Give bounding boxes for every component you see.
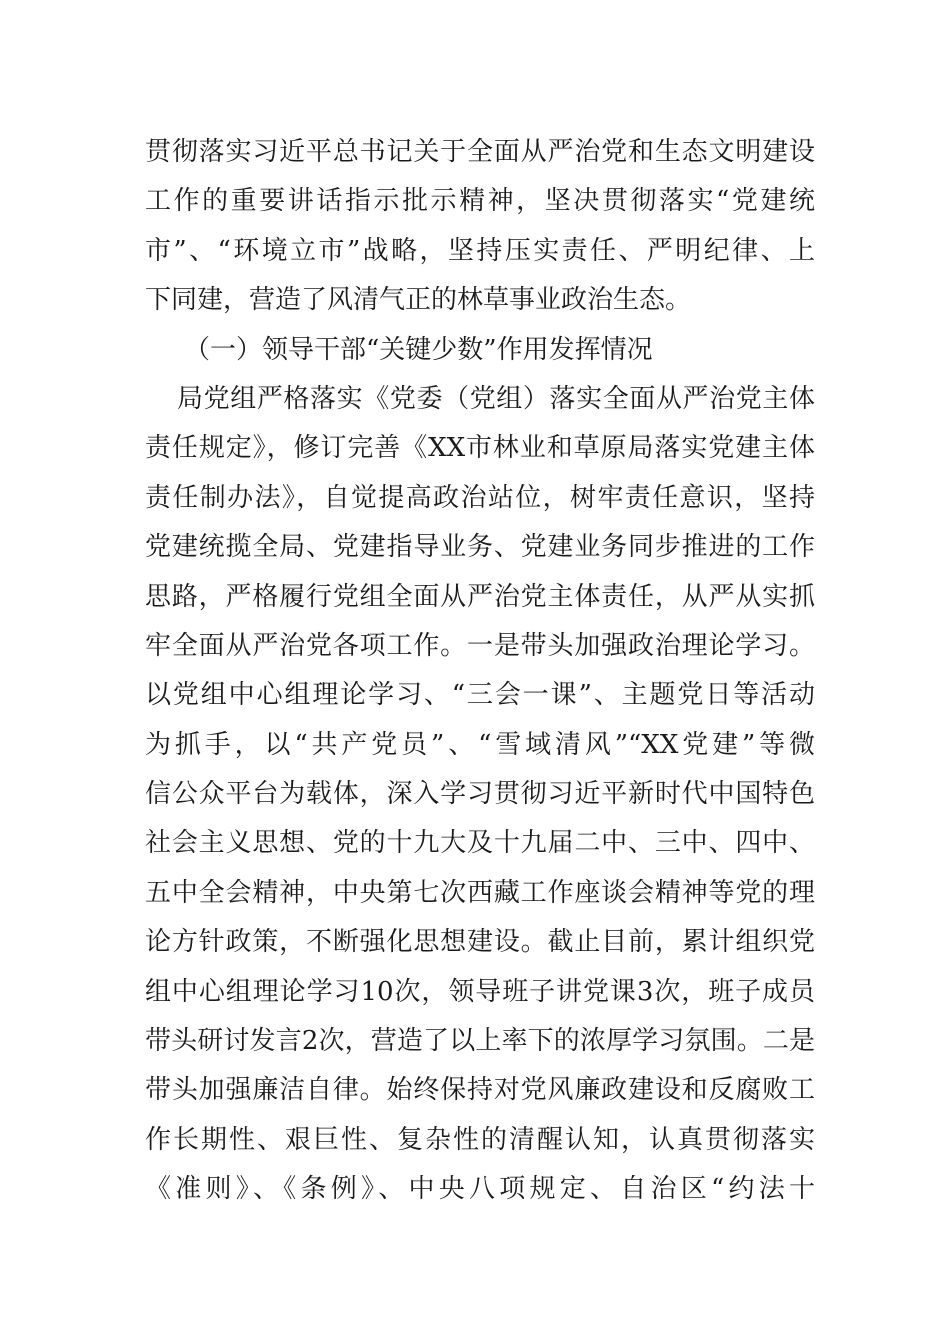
text-line: 责任规定》，修订完善《XX市林业和草原局落实党建主体: [145, 433, 815, 464]
text-line: 组中心组理论学习10次，领导班子讲党课3次，班子成员: [145, 976, 815, 1007]
text-line: 作长期性、艰巨性、复杂性的清醒认知，认真贯彻落实: [145, 1124, 815, 1155]
section-heading: （一）领导干部“关键少数”作用发挥情况: [184, 334, 653, 365]
text-line: 以党组中心组理论学习、“三会一课”、主题党日等活动: [145, 680, 815, 711]
text-line: 下同建，营造了风清气正的林草事业政治生态。: [145, 285, 692, 316]
paragraph-1: [145, 128, 815, 326]
text-line: 局党组严格落实《党委（党组）落实全面从严治党主体: [177, 383, 815, 414]
text-line: 思路，严格履行党组全面从严治党主体责任，从严从实抓: [145, 581, 815, 612]
text-line: 社会主义思想、党的十九大及十九届二中、三中、四中、: [145, 828, 815, 859]
text-line: 为抓手，以“共产党员”、“雪域清风”“XX党建”等微: [145, 729, 815, 760]
text-line: 五中全会精神，中央第七次西藏工作座谈会精神等党的理: [145, 877, 815, 908]
text-line: 带头研讨发言2次，营造了以上率下的浓厚学习氛围。二是: [145, 1026, 815, 1057]
text-line: 工作的重要讲话指示批示精神，坚决贯彻落实“党建统: [145, 186, 815, 217]
text-line: 贯彻落实习近平总书记关于全面从严治党和生态文明建设: [145, 137, 815, 167]
text-line: 《准则》、《条例》、中央八项规定、自治区“约法十: [145, 1174, 815, 1205]
paragraph-2: [145, 375, 815, 1215]
text-line: 论方针政策，不断强化思想建设。截止目前，累计组织党: [145, 927, 815, 958]
text-line: 带头加强廉洁自律。始终保持对党风廉政建设和反腐败工: [145, 1075, 815, 1106]
text-line: 信公众平台为载体，深入学习贯彻习近平新时代中国特色: [145, 779, 815, 810]
text-line: 牢全面从严治党各项工作。一是带头加强政治理论学习。: [145, 630, 815, 661]
document-body: [145, 128, 815, 1215]
text-line: 党建统揽全局、党建指导业务、党建业务同步推进的工作: [145, 532, 815, 563]
text-line: 市”、“环境立市”战略，坚持压实责任、严明纪律、上: [145, 235, 815, 266]
text-line: 责任制办法》，自觉提高政治站位，树牢责任意识，坚持: [145, 482, 815, 513]
